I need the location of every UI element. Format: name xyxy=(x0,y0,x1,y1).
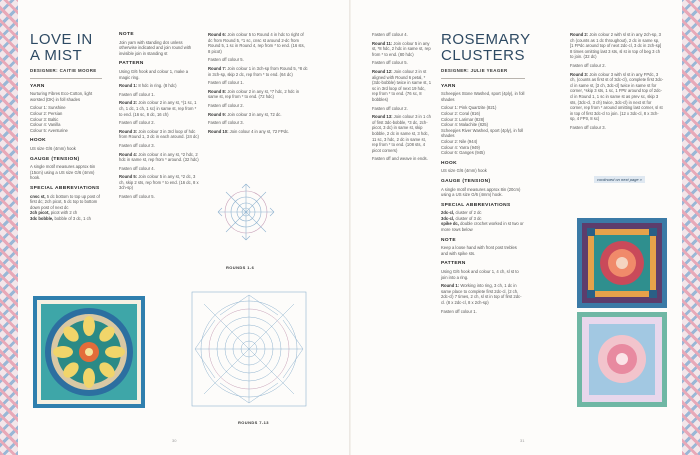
gauge-heading: GAUGE (TENSION) xyxy=(441,178,491,184)
round-instruction xyxy=(372,60,432,66)
round-instruction xyxy=(570,63,664,69)
round-instruction xyxy=(441,283,525,305)
round-label: Round 5: xyxy=(119,174,138,180)
yarn-colour: Colour 5: Aventurine xyxy=(30,127,68,133)
abbr-item xyxy=(30,216,102,222)
page-number-left: 30 xyxy=(172,438,177,443)
gauge-text: A single motif measures approx 6in (15cm) using a US size G/6 (4mm) hook. xyxy=(30,164,96,181)
round-text: Join colour 3 in any st, 72 dc. xyxy=(227,111,282,117)
round-label: Round 13: xyxy=(372,114,393,120)
yarn-text: Nurturing Fibres Eco-Cotton, light worsted (DK) in foll shades xyxy=(30,91,93,102)
yarn-colour: Colour 6: Ganges (945) xyxy=(441,150,485,156)
round-text: Join colour 3 in 3rd loop of hdc from Round 1, 3 dc in each around. (24 dc) xyxy=(119,128,199,140)
round-instruction xyxy=(119,194,199,200)
round-label: Round 9: xyxy=(208,111,227,117)
abbr-def: cluster of 3 dc xyxy=(455,215,482,221)
round-instruction xyxy=(208,89,308,100)
round-text: Join colour 4 in any st, 72 FPdc. xyxy=(229,128,290,134)
round-text: Join colour 3 with sl st in any FPdc, 3 ch, (counts as first st of 3dc-cl), complete first 3dc-cl in same st, [3 ch, 3dc-cl] twice in same st for corner, *skip 3 sts, 1 sc, 1 FPtr around top of 2dc-cl in Round 1, 1 sc in same st as prev sc, skip 3 sts, (3dc-cl, 3 ch) twice, 3dc-cl) in next st for corner, rep from * around omitting last corner, sl st in top of first 3dc-cl to join. (12 x 3dc-cl, 8 x 3ch-sp, 4 FPtr, 8 sc) xyxy=(570,71,664,122)
pattern-intro: Using G/6 hook and colour 1, 4 ch, sl st to join into a ring. xyxy=(441,269,519,280)
round-label: Round 10: xyxy=(208,128,229,134)
photo-love-in-a-mist xyxy=(33,296,145,408)
right-col-1 xyxy=(372,32,432,165)
round-instruction xyxy=(119,120,199,126)
round-text: Fasten off colour 2. xyxy=(372,105,408,111)
yarn-colour: Colour 4: Vanilla xyxy=(30,122,61,128)
round-text: Join colour 2 with sl st in any 2ch-sp, 3 ch (counts as 1 dc throughout), 2 dc in same sp, [1 FPdc around top of next 2dc-cl, 3 dc in 2ch-sp] 8 times omitting last 3 sts, sl st in top of beg 3 ch to join. (32 dc) xyxy=(570,32,662,60)
round-label: Round 3: xyxy=(119,128,138,134)
abbr-term: spike dc, xyxy=(441,221,459,227)
round-label: Round 1: xyxy=(441,283,460,289)
round-label: Round 3: xyxy=(570,71,589,77)
round-text: Fasten off colour 2. xyxy=(570,62,606,68)
page-gutter xyxy=(349,0,351,455)
round-text: Fasten off and weave in ends. xyxy=(372,156,428,162)
abbr-term: 3dc bobble, xyxy=(30,215,54,221)
round-instruction xyxy=(119,100,199,117)
round-label: Round 8: xyxy=(208,88,227,94)
yarn-colour: Colour 2: Coral (816) xyxy=(441,110,481,116)
round-text: Fasten off colour 4. xyxy=(372,32,408,37)
round-text: Join colour 5 in any st, *2 dc, 3 ch, skip 2 sts, rep from * to end. (16 dc, 8 x 3ch-sp) xyxy=(119,174,199,191)
round-instruction xyxy=(441,309,525,315)
round-label: Round 7: xyxy=(208,65,227,71)
round-text: Join colour 2 in st aligned with Round 6 petal, *(3dc-bobble) twice in same st, 1 sc in 3rd loop of next 19 hdc, rep from * to end. (76 sc, 8 bobbles) xyxy=(372,68,432,102)
round-text: Fasten off colour 5. xyxy=(208,57,244,63)
abbr-term: 2dc-cl, xyxy=(441,210,455,216)
left-col-1 xyxy=(30,32,102,221)
yarn-heading: YARN xyxy=(30,83,45,89)
pattern-heading: PATTERN xyxy=(119,61,144,67)
round-text: Fasten off colour 4. xyxy=(119,165,155,171)
round-instruction xyxy=(119,83,199,89)
round-instruction xyxy=(208,66,308,77)
round-instruction xyxy=(208,129,308,135)
title-line-2: CLUSTERS xyxy=(441,47,526,64)
decorative-border-left xyxy=(0,0,18,455)
round-text: Working into ring, 3 ch, 1 dc in same place to complete first 2dc-cl, (2 ch, 2dc-cl) 7 times, 2 ch, sl st in top of first 2dc-cl. (8 x 2dc-cl, 8 x 2ch-sp) xyxy=(441,283,522,305)
round-instruction xyxy=(208,80,308,86)
designer-right: DESIGNER: JULIE YEAGER xyxy=(441,68,508,73)
round-instruction xyxy=(570,125,664,131)
round-text: Fasten off colour 3. xyxy=(208,120,244,126)
round-label: Round 6: xyxy=(208,32,227,37)
crochet-chart-rounds-1-6 xyxy=(215,178,277,260)
round-instruction xyxy=(372,69,432,103)
abbr-def: picot with 2 ch xyxy=(50,210,78,216)
round-label: Round 11: xyxy=(372,40,393,46)
photo-rosemary-clusters-top xyxy=(577,218,667,308)
round-instruction xyxy=(119,143,199,149)
round-text: Join colour 1 in 3ch-sp from Round 5, *8 dc in 3ch-sp, skip 2 dc, rep from * to end. (64 dc) xyxy=(208,65,308,77)
round-text: Fasten off colour 3. xyxy=(570,124,606,130)
left-col-3 xyxy=(208,32,308,137)
round-label: Round 2: xyxy=(119,100,138,106)
left-col-2 xyxy=(119,32,199,203)
divider xyxy=(441,78,525,79)
abbr-term: 3dc-cl, xyxy=(441,215,455,221)
abbr-term: 2ch picot, xyxy=(30,210,50,216)
crochet-chart-rounds-7-13 xyxy=(190,290,308,408)
round-instruction xyxy=(570,32,664,60)
round-instruction xyxy=(372,32,432,38)
caption-rounds-1-6: ROUNDS 1-6 xyxy=(226,265,255,270)
note-text: Join yarn with standing dcs unless otherwise indicated and join round with invisible join in standing st xyxy=(119,39,192,56)
round-text: Fasten off colour 2. xyxy=(208,102,244,108)
round-label: Round 12: xyxy=(372,68,393,74)
note-heading: NOTE xyxy=(441,237,456,243)
round-text: Fasten off colour 2. xyxy=(119,120,155,126)
round-instruction xyxy=(570,72,664,122)
hook-heading: HOOK xyxy=(441,160,457,166)
round-text: Join colour 3 in 1 ch of first 3dc-bobble, *3 dc, 2ch-picot, 3 dc) in same st, skip bobble, 2 dc in same st, 3 hdc, 11 sc, 3 hdc, 2 dc in same st, rep from * to end. (108 sts, 4 picot corners) xyxy=(372,114,431,153)
round-text: 8 hdc in ring. (8 hdc) xyxy=(138,83,177,89)
yarn-heading: YARN xyxy=(441,83,456,89)
abbr-def: bobble of 3 dc, 1 ch xyxy=(54,215,92,221)
round-instruction xyxy=(119,174,199,191)
pattern-heading: PATTERN xyxy=(441,261,466,267)
yarn-colour: Colour 1: Sunshine xyxy=(30,105,66,111)
yarn-colour: Scheepjes River Washed, sport (4ply), in foll shades xyxy=(441,127,524,139)
yarn-colour: Colour 2: Persian xyxy=(30,110,63,116)
yarn-colour: Colour 2: Nile (944) xyxy=(441,138,478,144)
right-col-2 xyxy=(441,31,531,317)
yarn-colour: Colour 4: Malachite (825) xyxy=(441,122,489,128)
round-instruction xyxy=(208,112,308,118)
hook-text: US size G/6 (4mm) hook xyxy=(441,168,487,174)
right-col-3 xyxy=(570,32,664,134)
round-instruction xyxy=(208,120,308,126)
round-text: Fasten off colour 5. xyxy=(372,60,408,66)
round-text: Fasten off colour 5. xyxy=(119,194,155,200)
round-instruction xyxy=(119,129,199,140)
round-text: Fasten off colour 1. xyxy=(119,91,155,97)
divider xyxy=(30,78,102,79)
abbr-def: double crochet worked in st two or more rows below xyxy=(441,221,524,233)
round-text: Join colour 5 in any st, *8 hdc, 2 hdc in same st, rep from * to end. (80 hdc) xyxy=(372,40,431,57)
abbr-item xyxy=(441,221,525,232)
designer-left: DESIGNER: CAITIE MOORE xyxy=(30,68,97,73)
note-text: Keep a loose hand with front post trebles and with spike sts. xyxy=(441,245,517,256)
round-text: Fasten off colour 1. xyxy=(441,308,477,314)
hook-heading: HOOK xyxy=(30,138,46,144)
title-line-1: ROSEMARY xyxy=(441,31,531,48)
yarn-colour: Colour 1: Pink Quartzite (821) xyxy=(441,105,497,111)
note-heading: NOTE xyxy=(119,32,134,37)
round-text: Join colour 5 to Round 4 in hdc to right of dc from Round 5, *1 sc, cnsc st around 2-dc from Round 5, 1 sc in Round 4, rep from * to end. (16 sts, 8 picot) xyxy=(208,32,305,54)
hook-text: US size G/6 (4mm) hook xyxy=(30,145,76,151)
round-instruction xyxy=(372,106,432,112)
yarn-colour: Colour 4: Yarra (949) xyxy=(441,144,480,150)
decorative-border-right xyxy=(682,0,700,455)
gauge-text: A single motif measures approx 8in (20cm) using a US size G/6 (4mm) hook. xyxy=(441,186,521,198)
round-instruction xyxy=(208,57,308,63)
abbr-term: cnsc st, xyxy=(30,193,46,199)
caption-rounds-7-13: ROUNDS 7-13 xyxy=(238,420,269,425)
round-text: Join colour 2 in any st, *(1 sc, 1 ch, 1 dc, 1 ch, 1 sc) in same st, rep from * to end. (16 sc, 8 dc, 16 ch) xyxy=(119,100,197,117)
round-instruction xyxy=(119,152,199,163)
yarn-colour: Colour 3: Baltic xyxy=(30,116,59,122)
title-line-1: LOVE IN xyxy=(30,31,93,48)
abbr-def: 5 dc bottom to top up post of first dc; 2ch picot, 5 dc top to bottom down post of next dc xyxy=(30,193,100,210)
round-instruction xyxy=(372,41,432,58)
round-text: Fasten off colour 1. xyxy=(208,80,244,86)
abbr-heading: SPECIAL ABBREVIATIONS xyxy=(30,185,100,191)
round-instruction xyxy=(119,92,199,98)
round-label: Round 1: xyxy=(119,83,138,89)
gauge-heading: GAUGE (TENSION) xyxy=(30,156,80,162)
round-text: Fasten off colour 3. xyxy=(119,142,155,148)
round-text: Join colour 2 in any st, *7 hdc, 2 hdc in same st, rep from * to end. (72 hdc) xyxy=(208,88,300,100)
round-instruction xyxy=(119,166,199,172)
photo-rosemary-clusters-bottom xyxy=(577,312,667,407)
yarn-text: Scheepjes Stone Washed, sport (4ply), in foll shades xyxy=(441,91,525,102)
abbr-item xyxy=(30,194,102,211)
round-instruction xyxy=(372,114,432,153)
page-number-right: 31 xyxy=(520,438,525,443)
abbr-def: cluster of 2 dc xyxy=(455,210,482,216)
round-text: Join colour 4 in any st, *2 hdc, 2 hdc in same st, rep from * around. (32 hdc) xyxy=(119,151,199,163)
pattern-intro: Using G/6 hook and colour 1, make a magic ring. xyxy=(119,68,189,80)
pattern-title-left xyxy=(30,32,102,64)
round-instruction xyxy=(208,32,308,54)
round-instruction xyxy=(372,156,432,162)
pattern-title-right xyxy=(441,31,531,64)
title-line-2: A MIST xyxy=(30,47,83,64)
abbr-heading: SPECIAL ABBREVIATIONS xyxy=(441,202,511,208)
yarn-colour: Colour 3: Larimar (828) xyxy=(441,116,485,122)
round-instruction xyxy=(208,103,308,109)
round-label: Round 4: xyxy=(119,151,138,157)
round-label: Round 2: xyxy=(570,32,589,37)
continued-on-next-page[interactable]: continued on next page » xyxy=(594,176,645,183)
